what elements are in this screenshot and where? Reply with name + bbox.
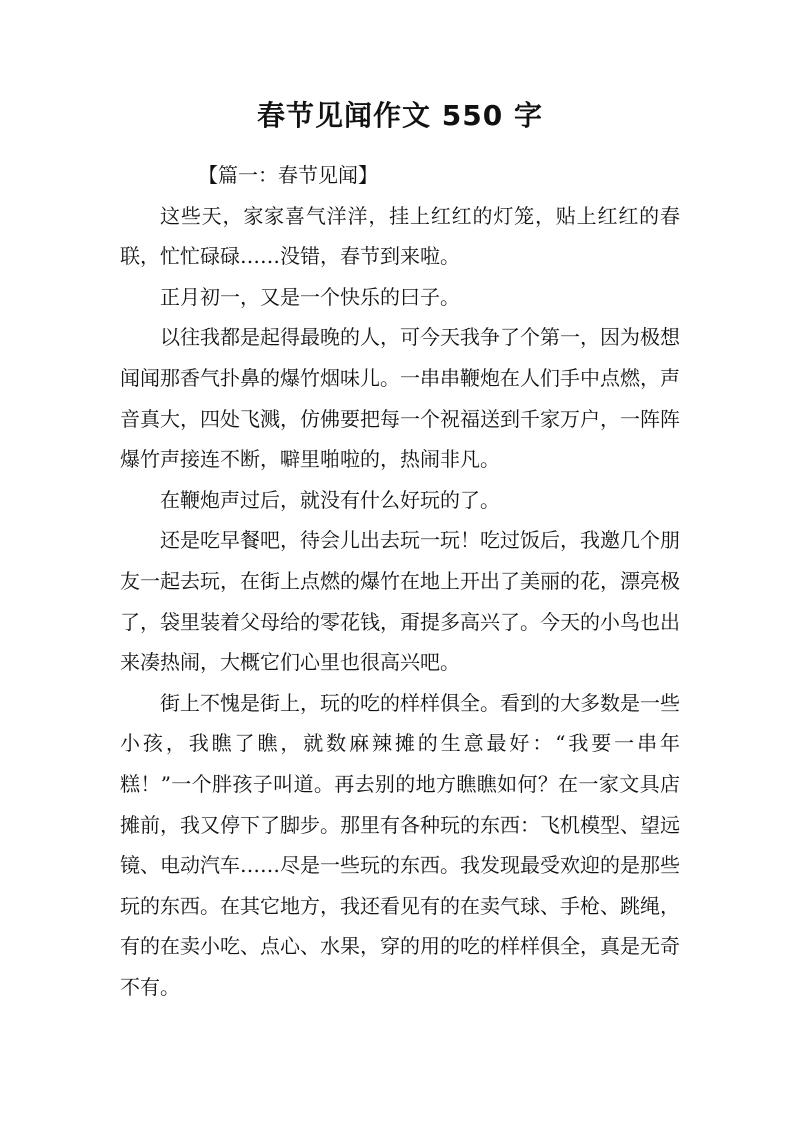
paragraph-5: 还是吃早餐吧，待会儿出去玩一玩！吃过饭后，我邀几个朋友一起去玩，在街上点燃的爆竹在地上开出了美丽的花，漂亮极了，袋里装着父母给的零花钱，甭提多高兴了。今天的小鸟也出来凑热闹，大概它们心里也很高兴吧。 xyxy=(120,528,680,675)
section-heading: 【篇一：春节见闻】 xyxy=(198,163,378,187)
document-body xyxy=(120,155,680,1007)
paragraph-4: 在鞭炮声过后，就没有什么好玩的了。 xyxy=(160,487,500,512)
paragraph-1: 这些天，家家喜气洋洋，挂上红红的灯笼，贴上红红的春联，忙忙碌碌……没错，春节到来啦。 xyxy=(120,203,680,269)
paragraph-3: 以往我都是起得最晚的人，可今天我争了个第一，因为极想闻闻那香气扑鼻的爆竹烟味儿。一串串鞭炮在人们手中点燃，声音真大，四处飞溅，仿佛要把每一个祝福送到千家万户，一阵阵爆竹声接连不断，噼里啪啦的，热闹非凡。 xyxy=(120,325,680,472)
paragraph-2: 正月初一，又是一个快乐的曰子。 xyxy=(160,284,460,309)
paragraph-6: 街上不愧是街上，玩的吃的样样俱全。看到的大多数是一些小孩，我瞧了瞧，就数麻辣摊的生意最好：“我要一串年糕！”一个胖孩子叫道。再去别的地方瞧瞧如何？在一家文具店摊前，我又停下了脚步。那里有各种玩的东西：飞机模型、望远镜、电动汽车……尽是一些玩的东西。我发现最受欢迎的是那些玩的东西。在其它地方，我还看见有的在卖气球、手枪、跳绳，有的在卖小吃、点心、水果，穿的用的吃的样样俱全，真是无奇不有。 xyxy=(120,690,680,999)
document-title: 春节见闻作文 550 字 xyxy=(257,99,543,132)
